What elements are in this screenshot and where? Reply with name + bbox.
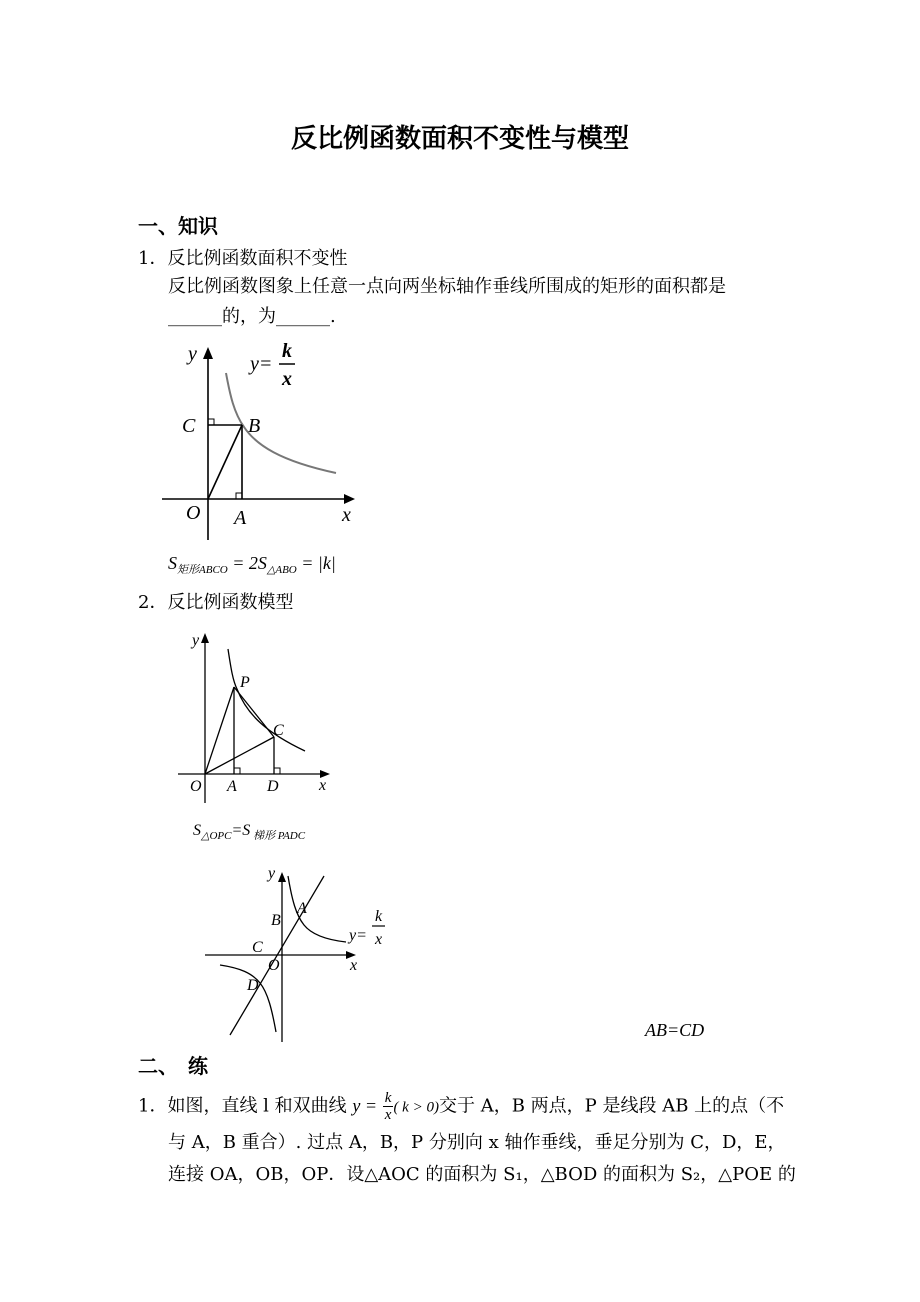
label-O: O [268, 957, 280, 974]
right-angle-C [208, 419, 214, 425]
label-C: C [252, 939, 263, 956]
item1-label: 1．反比例函数面积不变性 [138, 248, 348, 269]
label-A: A [234, 507, 247, 529]
label-B: B [271, 912, 281, 929]
item1-text: 反比例函数图象上任意一点向两坐标轴作垂线所围成的矩形的面积都是 [168, 276, 726, 297]
hyperbola-curve [228, 649, 305, 751]
section-heading-knowledge: 一、知识 [138, 214, 218, 238]
label-eq-den: x [282, 368, 292, 390]
label-O: O [190, 778, 202, 795]
x-arrow [344, 494, 355, 504]
label-D: D [247, 977, 259, 994]
formula-trapezoid: $S_{\triangle OPC}=S$ $_{梯形 PADC}$ [193, 822, 306, 842]
label-eq-left: y= [250, 353, 273, 375]
y-arrow [203, 347, 213, 359]
right-angle-A [236, 493, 242, 499]
label-A: A [227, 778, 237, 795]
figure-line-hyperbola [200, 860, 400, 1045]
page-title: 反比例函数面积不变性与模型 [290, 124, 629, 154]
item1-blank: ______的，为______. [168, 306, 336, 327]
label-y: y [268, 865, 276, 882]
label-eq-num: k [282, 340, 292, 362]
segment-OB [208, 425, 242, 499]
label-C: C [273, 722, 284, 739]
label-eq-den: x [375, 931, 383, 948]
label-eq-num: k [375, 908, 383, 925]
label-D: D [267, 778, 279, 795]
figure-trapezoid-model [175, 625, 345, 805]
label-y: y [188, 343, 197, 365]
label-x: x [319, 777, 327, 794]
question-1-line-2: 与 A，B 重合）. 过点 A，B，P 分别向 x 轴作垂线，垂足分别为 C，D，E， [168, 1132, 786, 1153]
label-x: x [350, 957, 358, 974]
hyperbola-branch-2 [220, 965, 276, 1032]
label-eq-left: y= [349, 927, 367, 944]
question-1-line-3: 连接 OA，OB，OP．设△AOC 的面积为 S₁，△BOD 的面积为 S₂，△POE 的 [168, 1164, 796, 1185]
question-1-line-1: 1．如图，直线 l 和双曲线 y = $\frac{k}{x}$ ( k > 0)交于 A，B 两点，P 是线段 AB 上的点（不 [138, 1090, 785, 1123]
item2-label: 2．反比例函数模型 [138, 592, 294, 613]
label-B: B [248, 415, 261, 437]
section-heading-practice: 二、 练 [138, 1054, 208, 1078]
label-O: O [186, 502, 201, 524]
label-A: A [297, 900, 307, 917]
ab-equals-cd: AB=CD [645, 1020, 705, 1040]
figure-rectangle-area [160, 335, 370, 545]
label-y: y [192, 632, 200, 649]
label-x: x [342, 504, 351, 526]
formula-rectangle: $S_{矩形ABCO} = 2S_{\triangle ABO} = |k|$ [168, 553, 336, 576]
label-P: P [240, 674, 250, 691]
label-C: C [182, 415, 196, 437]
